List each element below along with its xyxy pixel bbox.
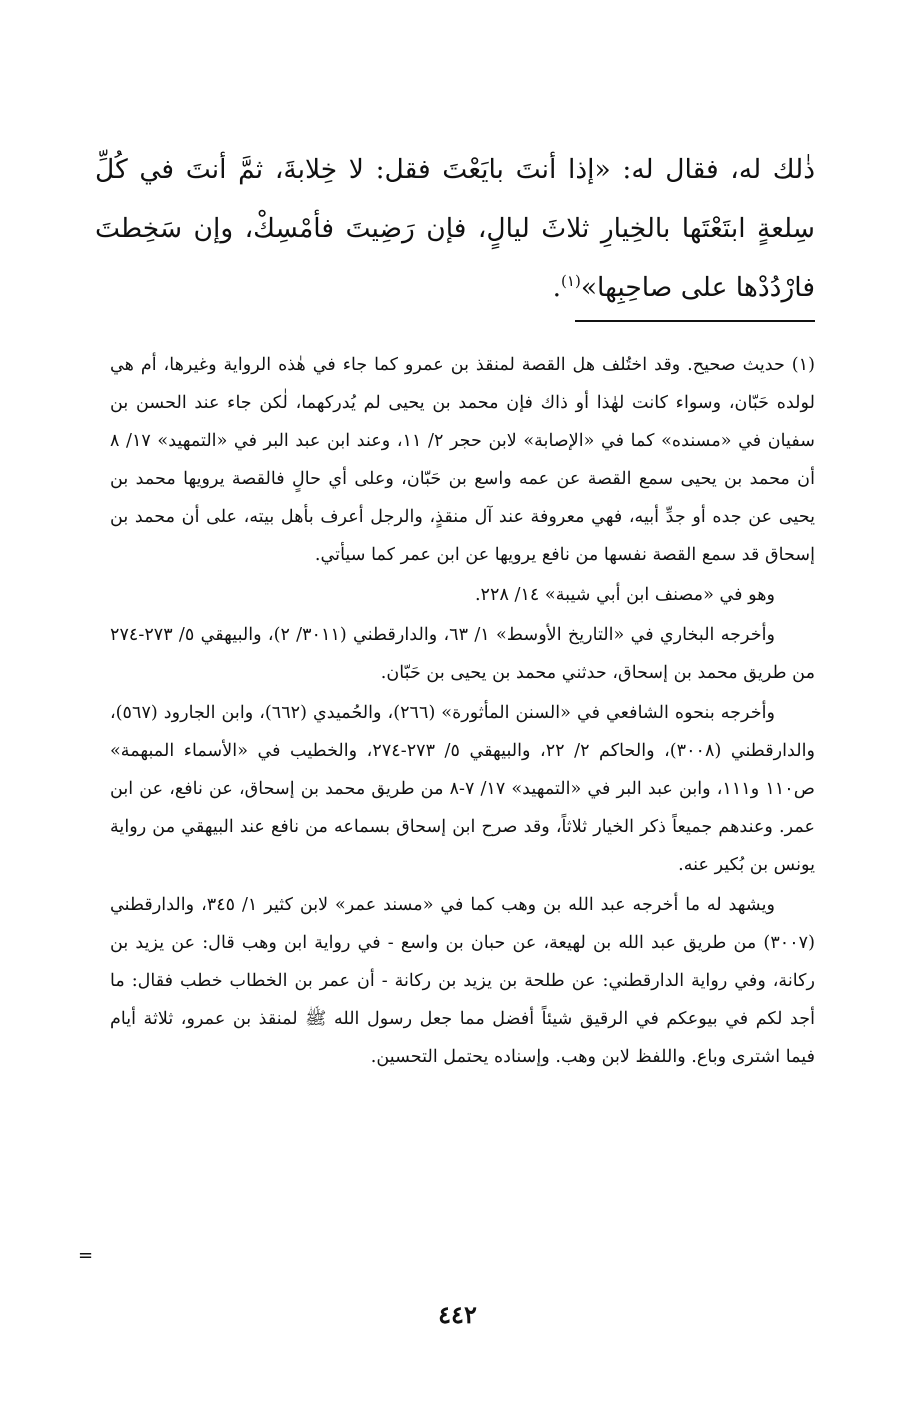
footnote-separator [575, 320, 815, 322]
footnotes-block [110, 346, 815, 1078]
footnote-paragraph: ويشهد له ما أخرجه عبد الله بن وهب كما في «مسند عمر» لابن كثير ١/ ٣٤٥، والدارقطني (٣٠٠٧) من طريق عبد الله بن لهيعة، عن حبان بن واسع - في رواية ابن وهب قال: عن يزيد بن ركانة، وفي رواية الدارقطني: عن طلحة بن يزيد بن ركانة - أن عمر بن الخطاب خطب فقال: ما أجد لكم في بيوعكم في الرقيق شيئاً أفضل مما جعل رسول الله ﷺ لمنقذ بن عمرو، ثلاثة أيام فيما اشترى وباع. واللفظ لابن وهب. وإسناده يحتمل التحسين. [110, 895, 815, 1067]
main-end-punctuation: . [552, 272, 562, 303]
continuation-mark: = [78, 1245, 94, 1266]
footnote-paragraph: وأخرجه بنحوه الشافعي في «السنن المأثورة» (٢٦٦)، والحُميدي (٦٦٢)، وابن الجارود (٥٦٧)، والدارقطني (٣٠٠٨)، والحاكم ٢/ ٢٢، والبيهقي ٥/ ٢٧٣-٢٧٤، والخطيب في «الأسماء المبهمة» ص١١٠ و١١١، وابن عبد البر في «التمهيد» ١٧/ ٧-٨ من طريق محمد بن إسحاق، عن نافع، عن ابن عمر. وعندهم جميعاً ذكر الخيار ثلاثاً، وقد صرح ابن إسحاق بسماعه من نافع عند البيهقي من رواية يونس بن بُكير عنه. [110, 703, 816, 875]
main-text-block [95, 140, 815, 317]
footnote-paragraph: (١) حديث صحيح. وقد اختُلف هل القصة لمنقذ بن عمرو كما جاء في هٰذه الرواية وغيرها، أم هي لولده حَبّان، وسواء كانت لهٰذا أو ذاك فإن محمد بن يحيى لم يُدركهما، لٰكن جاء عند الحسن بن سفيان في «مسنده» كما في «الإصابة» لابن حجر ٢/ ١١، وعند ابن عبد البر في «التمهيد» ١٧/ ٨ أن محمد بن يحيى سمع القصة عن عمه واسع بن حَبّان، وعلى أي حالٍ فالقصة يرويها محمد بن يحيى عن جده أو جدِّ أبيه، فهي معروفة عند آل منقذٍ، والرجل أعرف بأهل بيته، على أن محمد بن إسحاق قد سمع القصة نفسها من نافع يرويها عن ابن عمر كما سيأتي. [110, 355, 815, 565]
footnote-paragraph: وهو في «مصنف ابن أبي شيبة» ١٤/ ٢٢٨. [474, 585, 775, 605]
footnote-reference: (١) [561, 272, 581, 291]
page-number: ٤٤٢ [438, 1300, 477, 1329]
footnote-paragraph: وأخرجه البخاري في «التاريخ الأوسط» ١/ ٦٣، والدارقطني (٣٠١١/ ٢)، والبيهقي ٥/ ٢٧٣-٢٧٤ من طريق محمد بن إسحاق، حدثني محمد بن يحيى بن حَبّان. [110, 625, 815, 683]
main-paragraph-text: ذٰلك له، فقال له: «إذا أنتَ بايَعْتَ فقل: لا خِلابةَ، ثمَّ أنتَ في كُلِّ سِلعةٍ ابتَعْتَها بالخِيارِ ثلاثَ ليالٍ، فإن رَضِيتَ فأمْسِكْ، وإن سَخِطتَ فارْدُدْها على صاحِبِها» [95, 154, 815, 303]
main-paragraph [95, 140, 815, 317]
